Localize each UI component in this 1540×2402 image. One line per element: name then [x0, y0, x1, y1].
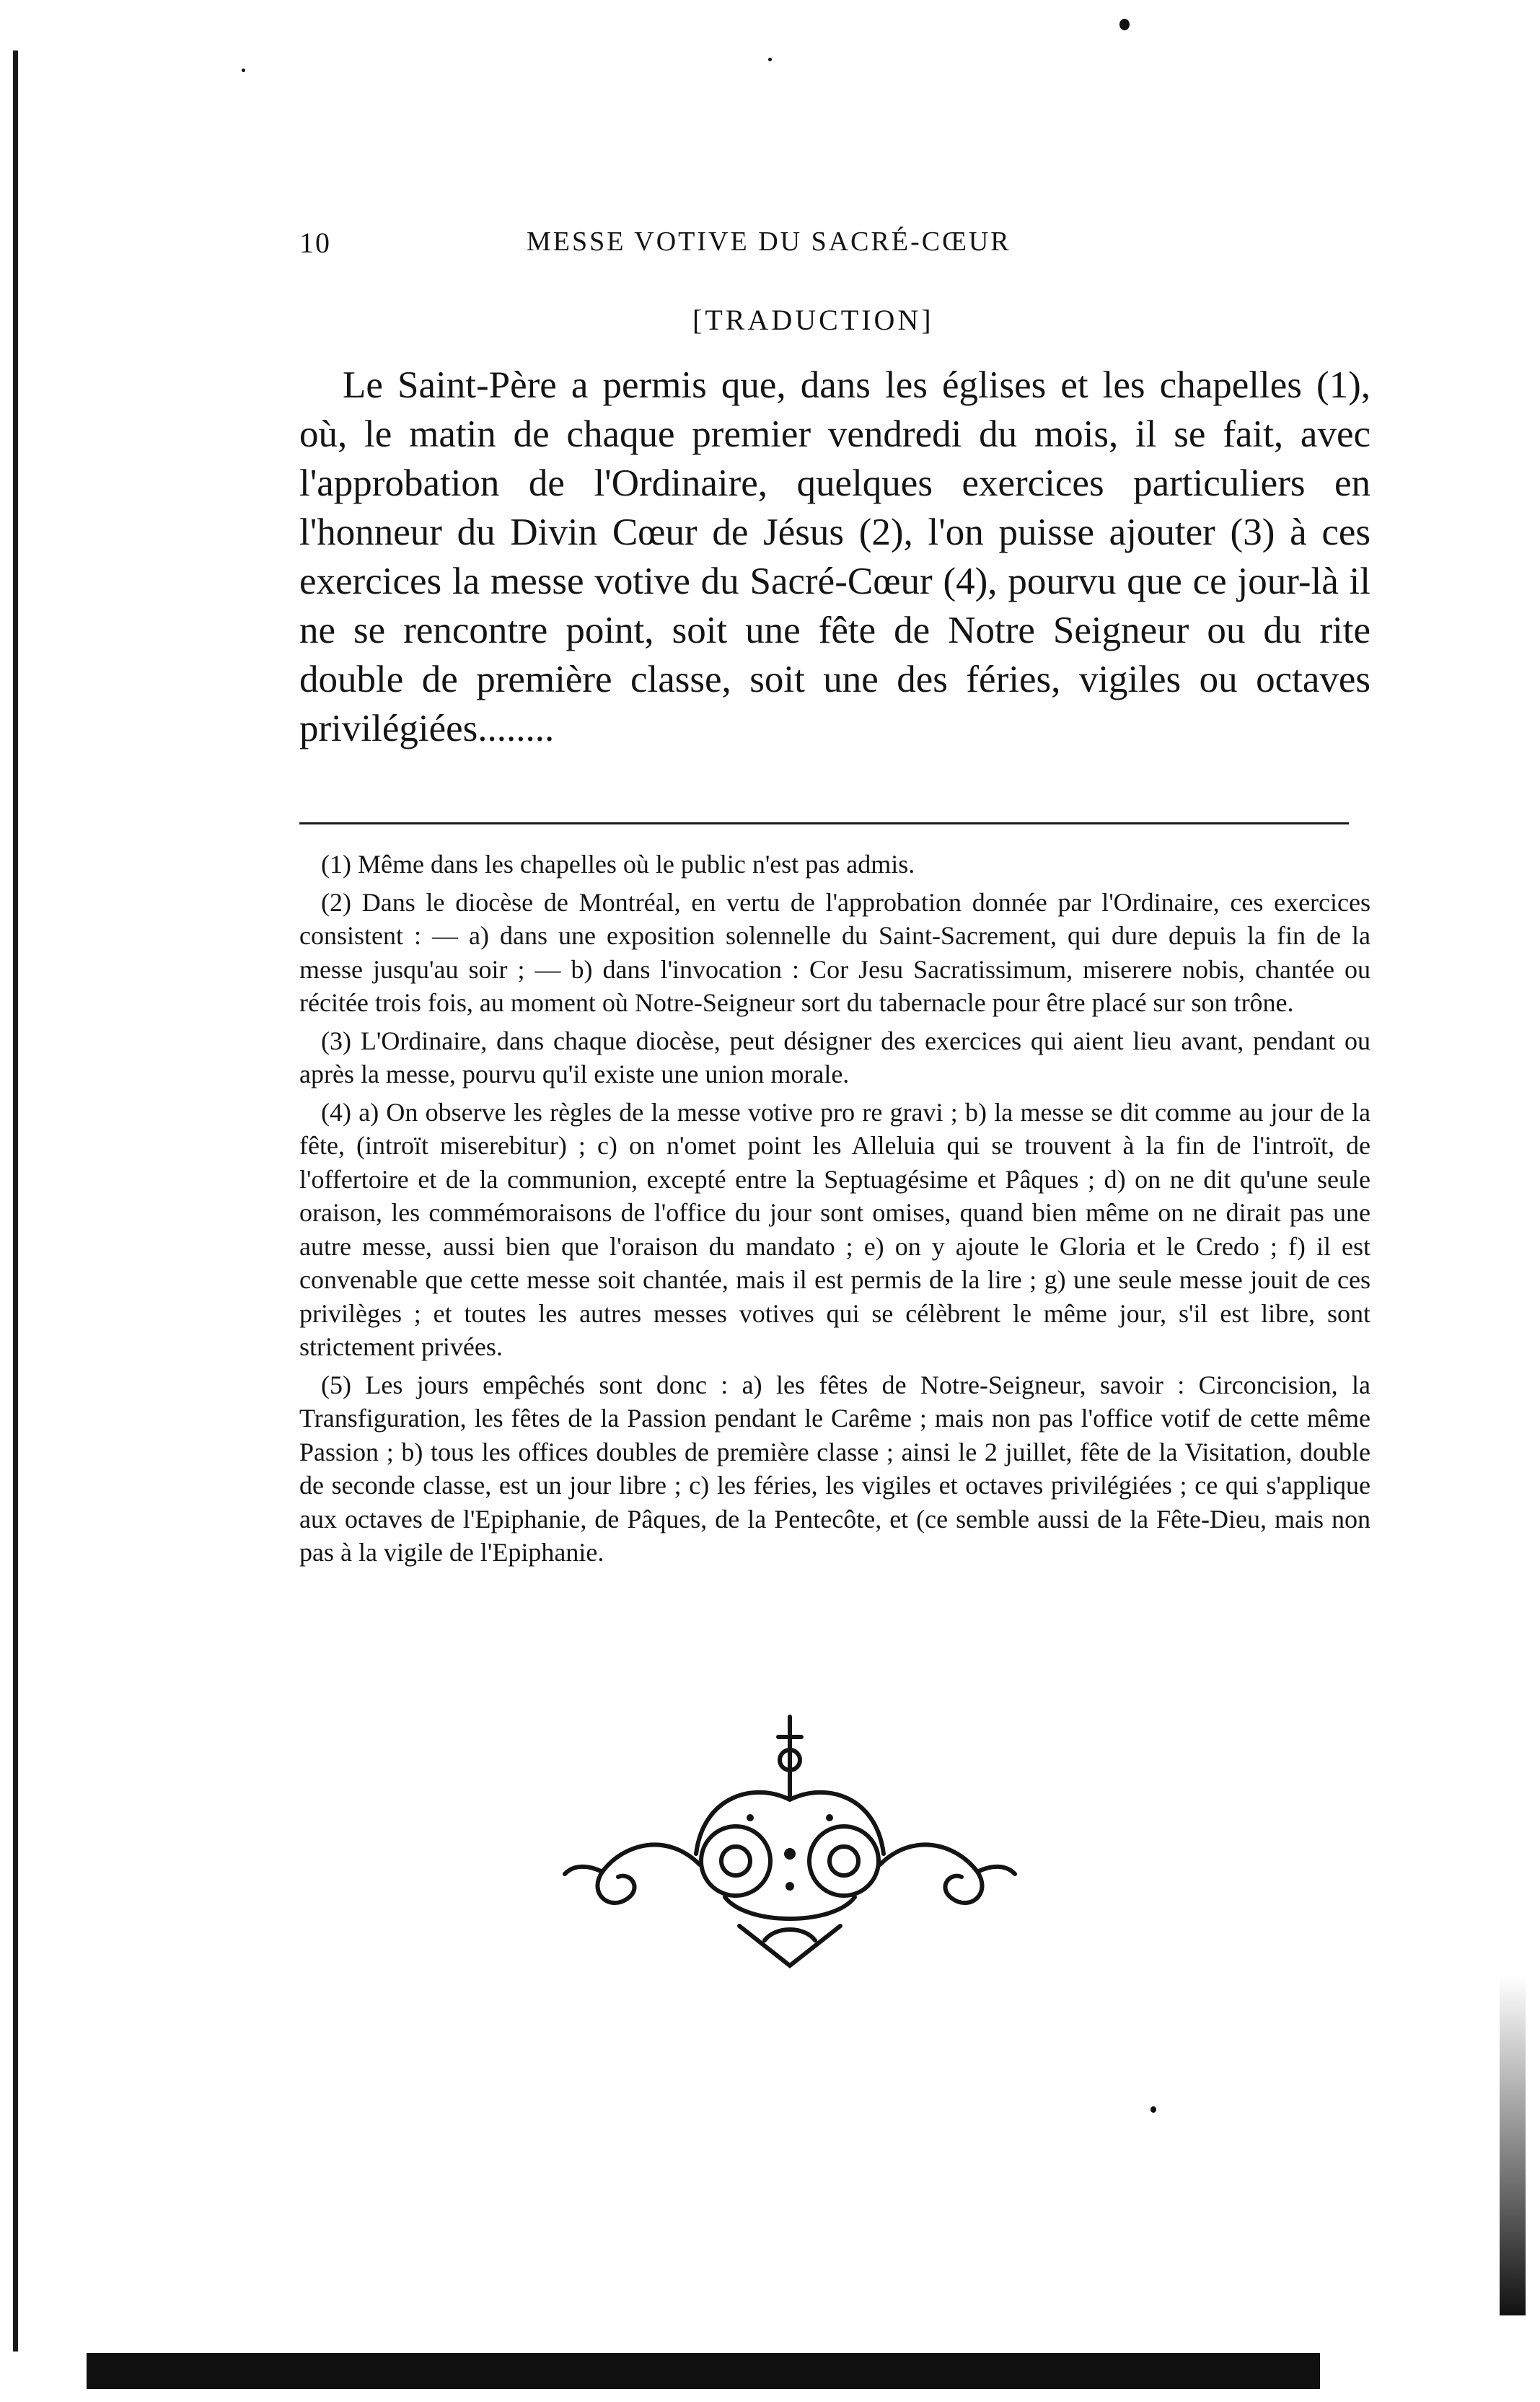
scan-speck	[1150, 2106, 1156, 2113]
main-text	[299, 361, 1370, 753]
scan-speck	[1119, 19, 1130, 30]
footnote-1: (1) Même dans les chapelles où le public n'est pas admis.	[321, 850, 915, 879]
section-heading: [TRADUCTION]	[692, 304, 934, 336]
footnote-2: (2) Dans le diocèse de Montréal, en vertu de l'approbation donnée par l'Ordinaire, ces exercices consistent : — a) dans une exposition solennelle du Saint-Sacrement, qui dure depuis la fin de la messe jusqu'au soir ; — b) dans l'invocation : Cor Jesu Sacratissimum, miserere nobis, chantée ou récitée trois fois, au moment où Notre-Seigneur sort du tabernacle pour être placé sur son trône.	[299, 887, 1370, 1017]
running-head	[299, 226, 1143, 269]
scan-speck	[768, 58, 772, 61]
footnote-5: (5) Les jours empêchés sont donc : a) les fêtes de Notre-Seigneur, savoir : Circoncision, la Transfiguration, les fêtes de la Passion pendant le Carême ; mais non pas l'office votif de cette même Passion ; b) tous les offices doubles de première classe ; ainsi le 2 juillet, fête de la Visitation, double de seconde classe, est un jour libre ; c) les féries, les vigiles et octaves privilégiées ; ce qui s'applique aux octaves de l'Epiphanie, de Pâques, de la Pentecôte, et (ce semble aussi de la Fête-Dieu, mais non pas à la vigile de l'Epiphanie.	[299, 1370, 1370, 1567]
scan-speck	[242, 69, 245, 72]
footnote-4: (4) a) On observe les règles de la messe votive pro re gravi ; b) la messe se dit comme au jour de la fête, (introït miserebitur) ; c) on n'omet point les Alleluia qui se trouvent à la fin de l'introït, de l'offertoire et de la communion, excepté entre la Septuagésime et Pâques ; d) on ne dit qu'une seule oraison, les commémoraisons de l'office du jour sont omises, quand bien même on ne dirait pas une autre messe, aussi bien que l'oraison du mandato ; e) on y ajoute le Gloria et le Credo ; f) il est convenable que cette messe soit chantée, mais il est permis de la lire ; g) une seule messe jouit de ces privilèges ; et toutes les autres messes votives qui se célèbrent le même jour, s'il est libre, sont strictement privées.	[299, 1097, 1370, 1361]
scan-bottom-bar	[87, 2353, 1320, 2389]
running-title: MESSE VOTIVE DU SACRÉ-CŒUR	[527, 226, 1011, 257]
main-paragraph: Le Saint-Père a permis que, dans les églises et les chapelles (1), où, le matin de chaque premier vendredi du mois, il se fait, avec l'approbation de l'Ordinaire, quelques exercices particuliers en l'honneur du Divin Cœur de Jésus (2), l'on puisse ajouter (3) à ces exercices la messe votive du Sacré-Cœur (4), pourvu que ce jour-là il ne se rencontre point, soit une fête de Notre Seigneur ou du rite double de première classe, soit une des féries, vigiles ou octaves privilégiées........	[299, 364, 1370, 749]
floral-ornament-icon	[559, 1710, 1021, 1976]
scan-left-edge	[13, 50, 18, 2352]
footnote-separator	[299, 822, 1349, 824]
footnotes	[299, 848, 1370, 1574]
scan-right-edge	[1500, 1976, 1526, 2315]
footnote-3: (3) L'Ordinaire, dans chaque diocèse, peut désigner des exercices qui aient lieu avant, pendant ou après la messe, pourvu qu'il existe une union morale.	[299, 1026, 1370, 1088]
page-number: 10	[299, 226, 331, 259]
